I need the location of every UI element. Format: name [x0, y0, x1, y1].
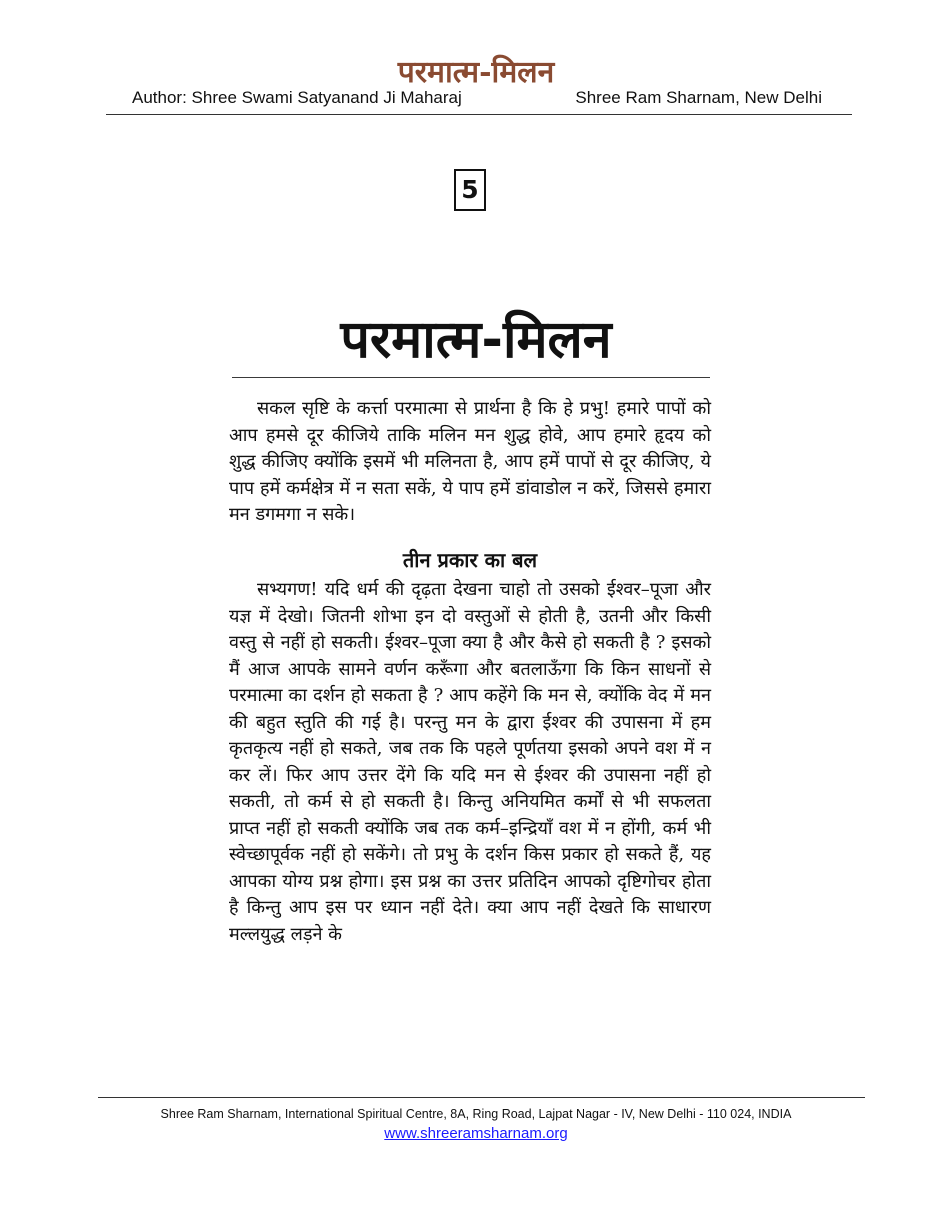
website-link[interactable]: www.shreeramsharnam.org [384, 1125, 568, 1142]
title-underline [232, 377, 710, 378]
author-line: Author: Shree Swami Satyanand Ji Maharaj [132, 88, 462, 107]
footer-website [0, 1125, 952, 1142]
header-brand: परमात्म-मिलन [397, 55, 555, 90]
organization-line: Shree Ram Sharnam, New Delhi [575, 88, 822, 107]
page-title: परमात्म-मिलन [340, 310, 612, 370]
footer-divider [98, 1097, 865, 1098]
page-number: 5 [454, 169, 486, 211]
header-divider [106, 114, 852, 115]
paragraph-body: सभ्यगण! यदि धर्म की दृढ़ता देखना चाहो तो उसको ईश्वर–पूजा और यज्ञ में देखो। जितनी शोभा इन दो वस्तुओं से होती है, उतनी और किसी वस्तु से नहीं हो सकती। ईश्वर–पूजा क्या है और कैसे हो सकती है ? इसको मैं आज आपके सामने वर्णन करूँगा और बतलाऊँगा कि किन साधनों से परमात्मा का दर्शन हो सकता है ? आप कहेंगे कि मन से, क्योंकि वेद में मन की बहुत स्तुति की गई है। परन्तु मन के द्वारा ईश्वर की उपासना में हम कृतकृत्य नहीं हो सकते, जब तक कि पहले पूर्णतया इसको अपने वश में न कर लें। फिर आप उत्तर देंगे कि यदि मन से ईश्वर की उपासना नहीं हो सकती, तो कर्म से हो सकती है। किन्तु अनियमित कर्मों से भी सफलता प्राप्त नहीं हो सकती क्योंकि जब तक कर्म–इन्द्रियाँ वश में न होंगी, कर्म भी स्वेच्छापूर्वक नहीं हो सकेंगे। तो प्रभु के दर्शन किस प्रकार हो सकते हैं, यह आपका योग्य प्रश्न होगा। इस प्रश्न का उत्तर प्रतिदिन आपको दृष्टिगोचर होता है किन्तु आप इस पर ध्यान नहीं देते। क्या आप नहीं देखते कि साधारण मल्लयुद्ध लड़ने के [229, 579, 711, 945]
footer-address: Shree Ram Sharnam, International Spiritual Centre, 8A, Ring Road, Lajpat Nagar - IV, New Delhi - 110 024, INDIA [160, 1107, 792, 1121]
section-heading: तीन प्रकार का बल [402, 548, 538, 572]
paragraph-prayer: सकल सृष्टि के कर्त्ता परमात्मा से प्रार्थना है कि हे प्रभु! हमारे पापों को आप हमसे दूर कीजिये ताकि मलिन मन शुद्ध होवे, आप हमारे हृदय को शुद्ध कीजिए क्योंकि इसमें भी मलिनता है, आप हमें पापों से दूर कीजिए, ये पाप हमें कर्मक्षेत्र में न सता सकें, ये पाप हमें डांवाडोल न करें, जिससे हमारा मन डगमगा न सके। [229, 398, 711, 525]
